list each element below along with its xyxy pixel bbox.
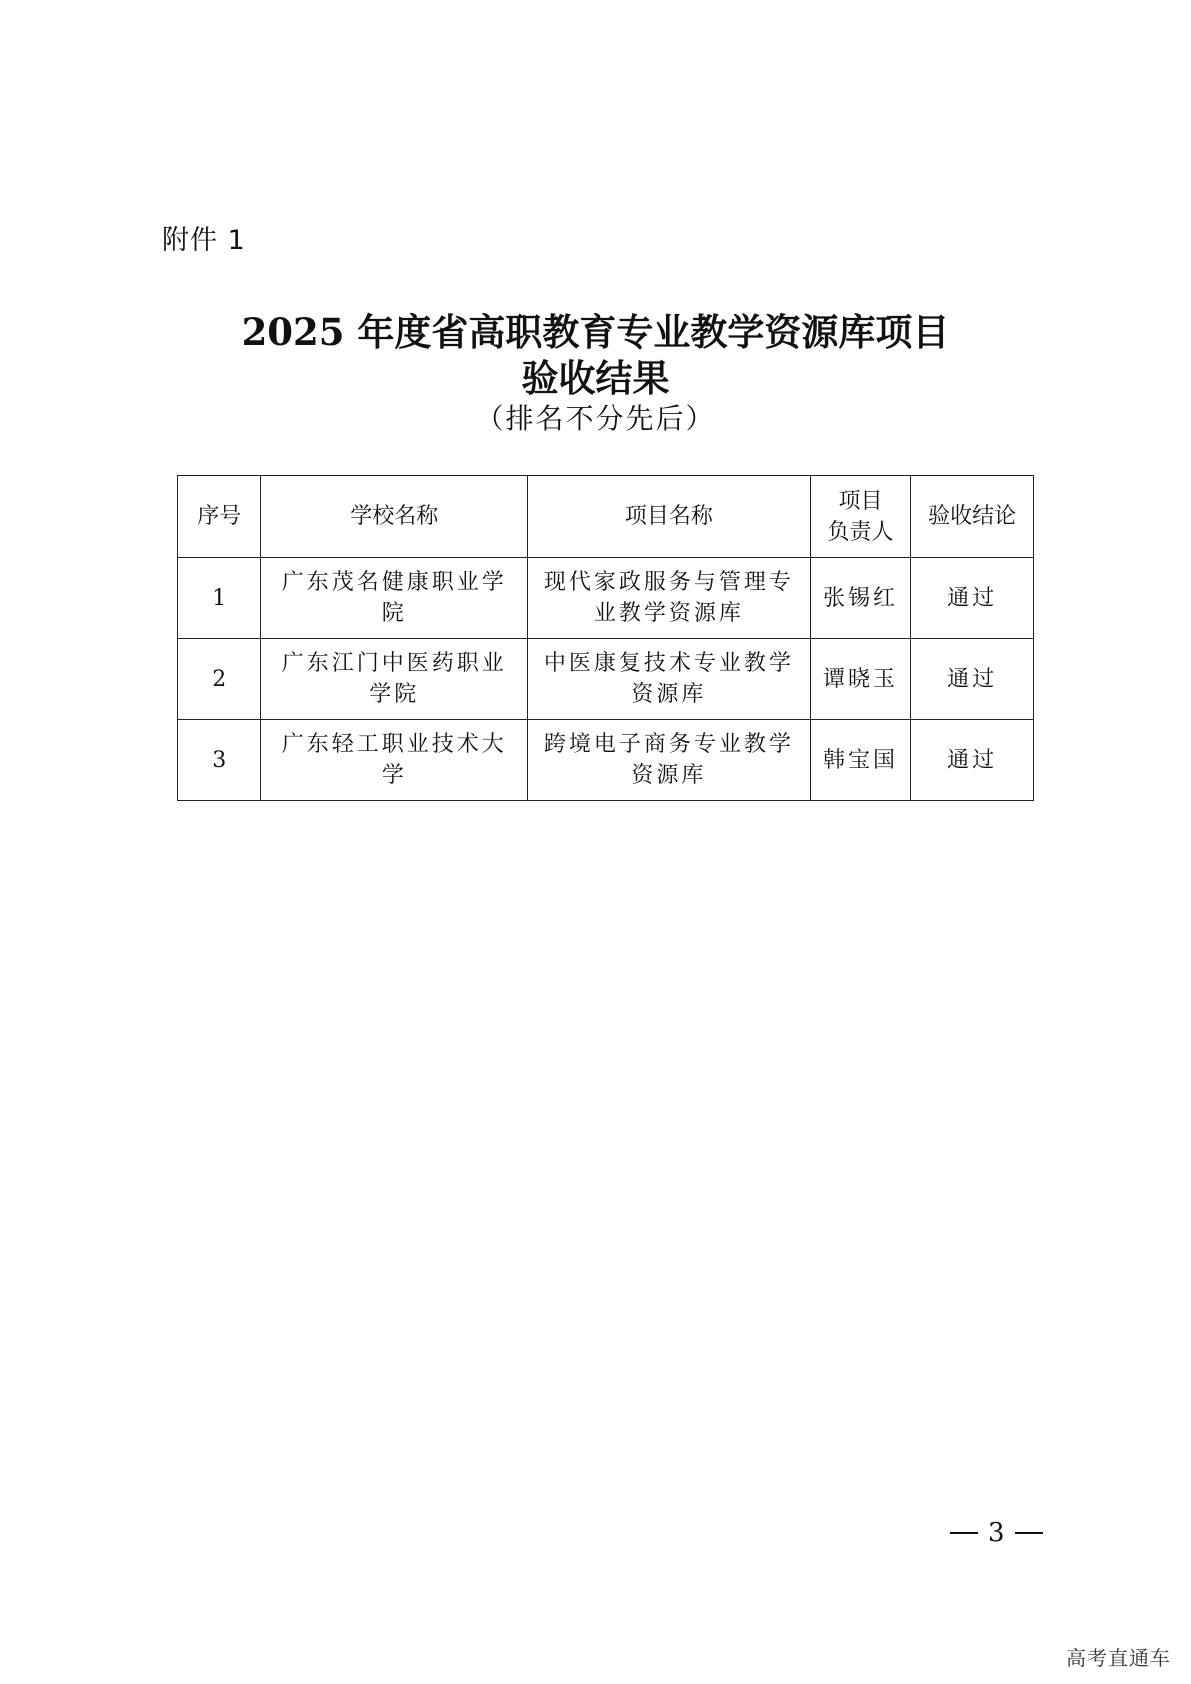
row-index: 2 xyxy=(178,639,261,720)
header-school: 学校名称 xyxy=(261,476,528,558)
row-school: 广东轻工职业技术大学 xyxy=(261,720,528,801)
header-index: 序号 xyxy=(178,476,261,558)
dash-left xyxy=(950,1532,978,1534)
row-project: 中医康复技术专业教学资源库 xyxy=(528,639,811,720)
header-project: 项目名称 xyxy=(528,476,811,558)
row-leader: 韩宝国 xyxy=(810,720,911,801)
table-row xyxy=(178,639,1034,720)
header-conclusion: 验收结论 xyxy=(911,476,1034,558)
attachment-label: 附件 1 xyxy=(162,225,246,256)
row-conclusion: 通过 xyxy=(911,720,1034,801)
table-row xyxy=(178,558,1034,639)
document-title-line1: 2025 年度省高职教育专业教学资源库项目 xyxy=(241,310,950,354)
table-header-row xyxy=(178,476,1034,558)
page-number xyxy=(950,1518,1043,1548)
document-subtitle: （排名不分先后） xyxy=(475,402,716,435)
row-school: 广东江门中医药职业学院 xyxy=(261,639,528,720)
row-conclusion: 通过 xyxy=(911,639,1034,720)
header-leader-line2: 负责人 xyxy=(827,519,894,545)
results-table xyxy=(177,475,1034,801)
row-school: 广东茂名健康职业学院 xyxy=(261,558,528,639)
document-title-line2: 验收结果 xyxy=(521,356,670,400)
table-row xyxy=(178,720,1034,801)
page-number-value: 3 xyxy=(988,1518,1005,1548)
row-leader: 张锡红 xyxy=(810,558,911,639)
row-leader: 谭晓玉 xyxy=(810,639,911,720)
row-conclusion: 通过 xyxy=(911,558,1034,639)
row-project: 跨境电子商务专业教学资源库 xyxy=(528,720,811,801)
watermark: 高考直通车 xyxy=(1066,1646,1171,1670)
header-leader xyxy=(810,476,911,558)
row-index: 3 xyxy=(178,720,261,801)
row-project: 现代家政服务与管理专业教学资源库 xyxy=(528,558,811,639)
dash-right xyxy=(1015,1532,1043,1534)
row-index: 1 xyxy=(178,558,261,639)
header-leader-line1: 项目 xyxy=(838,488,883,514)
